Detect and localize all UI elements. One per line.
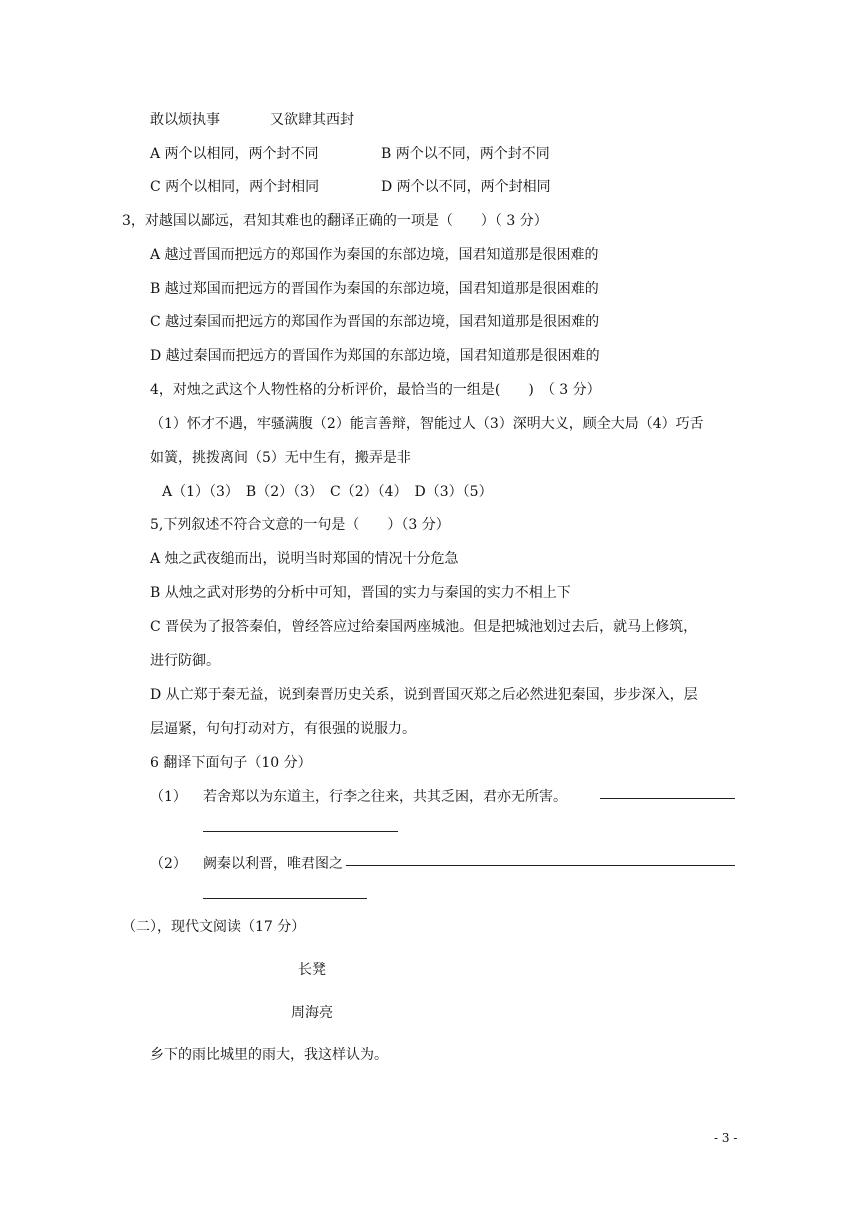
q3-option-c: C 越过秦国而把远方的郑国作为晋国的东部边境，国君知道那是很困难的 xyxy=(150,314,600,330)
q2-option-c: C 两个以相同，两个封相同 xyxy=(150,179,320,195)
q5-stem: 5,下列叙述不符合文意的一句是（ ）（3 分） xyxy=(150,517,450,533)
q2-option-b: B 两个以不同，两个封不同 xyxy=(381,146,550,162)
page-number: - 3 - xyxy=(714,1131,738,1145)
q6-sentence-1-text: 若舍郑以为东道主，行李之往来，共其乏困，君亦无所害。 xyxy=(203,789,567,805)
story-author: 周海亮 xyxy=(291,1005,333,1021)
q2-option-d: D 两个以不同，两个封相同 xyxy=(381,179,551,195)
q6-sentence-2-number: （2） xyxy=(150,856,187,872)
q6-answer-line-1b xyxy=(203,831,398,832)
q6-sentence-1-number: （1） xyxy=(150,789,187,805)
story-first-line: 乡下的雨比城里的雨大，我这样认为。 xyxy=(150,1047,388,1063)
q5-option-a: A 烛之武夜缒而出，说明当时郑国的情况十分危急 xyxy=(150,551,459,567)
q5-option-b: B 从烛之武对形势的分析中可知，晋国的实力与秦国的实力不相上下 xyxy=(150,585,571,601)
q5-option-d-line-1: D 从亡郑于秦无益，说到秦晋历史关系，说到晋国灭郑之后必然进犯秦国，步步深入，层 xyxy=(150,687,698,703)
q4-items-line-1: （1）怀才不遇，牢骚满腹（2）能言善辩，智能过人（3）深明大义，顾全大局（4）巧舌 xyxy=(150,416,704,432)
q4-stem: 4，对烛之武这个人物性格的分析评价，最恰当的一组是( ) （ 3 分） xyxy=(150,382,601,398)
story-title: 长凳 xyxy=(298,962,326,978)
q2-phrase-1: 敢以烦执事 xyxy=(150,112,220,128)
q6-answer-line-2a xyxy=(346,865,735,866)
q3-option-a: A 越过晋国而把远方的郑国作为秦国的东部边境，国君知道那是很困难的 xyxy=(150,247,599,263)
q2-phrase-2: 又欲肆其西封 xyxy=(270,112,354,128)
q6-answer-line-1a xyxy=(600,798,735,799)
q4-items-line-2: 如簧，挑拨离间（5）无中生有，搬弄是非 xyxy=(150,450,411,466)
q3-option-d: D 越过秦国而把远方的晋国作为郑国的东部边境，国君知道那是很困难的 xyxy=(150,348,600,364)
q5-option-c-line-1: C 晋侯为了报答秦伯，曾经答应过给秦国两座城池。但是把城池划过去后，就马上修筑， xyxy=(150,619,698,635)
q5-option-c-line-2: 进行防御。 xyxy=(150,653,220,669)
q3-option-b: B 越过郑国而把远方的晋国作为秦国的东部边境，国君知道那是很困难的 xyxy=(150,281,599,297)
q2-option-a: A 两个以相同，两个封不同 xyxy=(150,146,319,162)
q6-answer-line-2b xyxy=(203,898,367,899)
q4-options: A（1）（3） B（2）（3） C（2）（4） D（3）（5） xyxy=(162,484,493,500)
section-heading: （二），现代文阅读（17 分） xyxy=(122,919,306,935)
q6-sentence-2-text: 阙秦以利晋，唯君图之 xyxy=(203,856,343,872)
q6-stem: 6 翻译下面句子（10 分） xyxy=(150,755,312,771)
q5-option-d-line-2: 层逼紧，句句打动对方，有很强的说服力。 xyxy=(150,721,416,737)
q3-stem: 3，对越国以鄙远，君知其难也的翻译正确的一项是（ ）（ 3 分） xyxy=(122,213,548,229)
